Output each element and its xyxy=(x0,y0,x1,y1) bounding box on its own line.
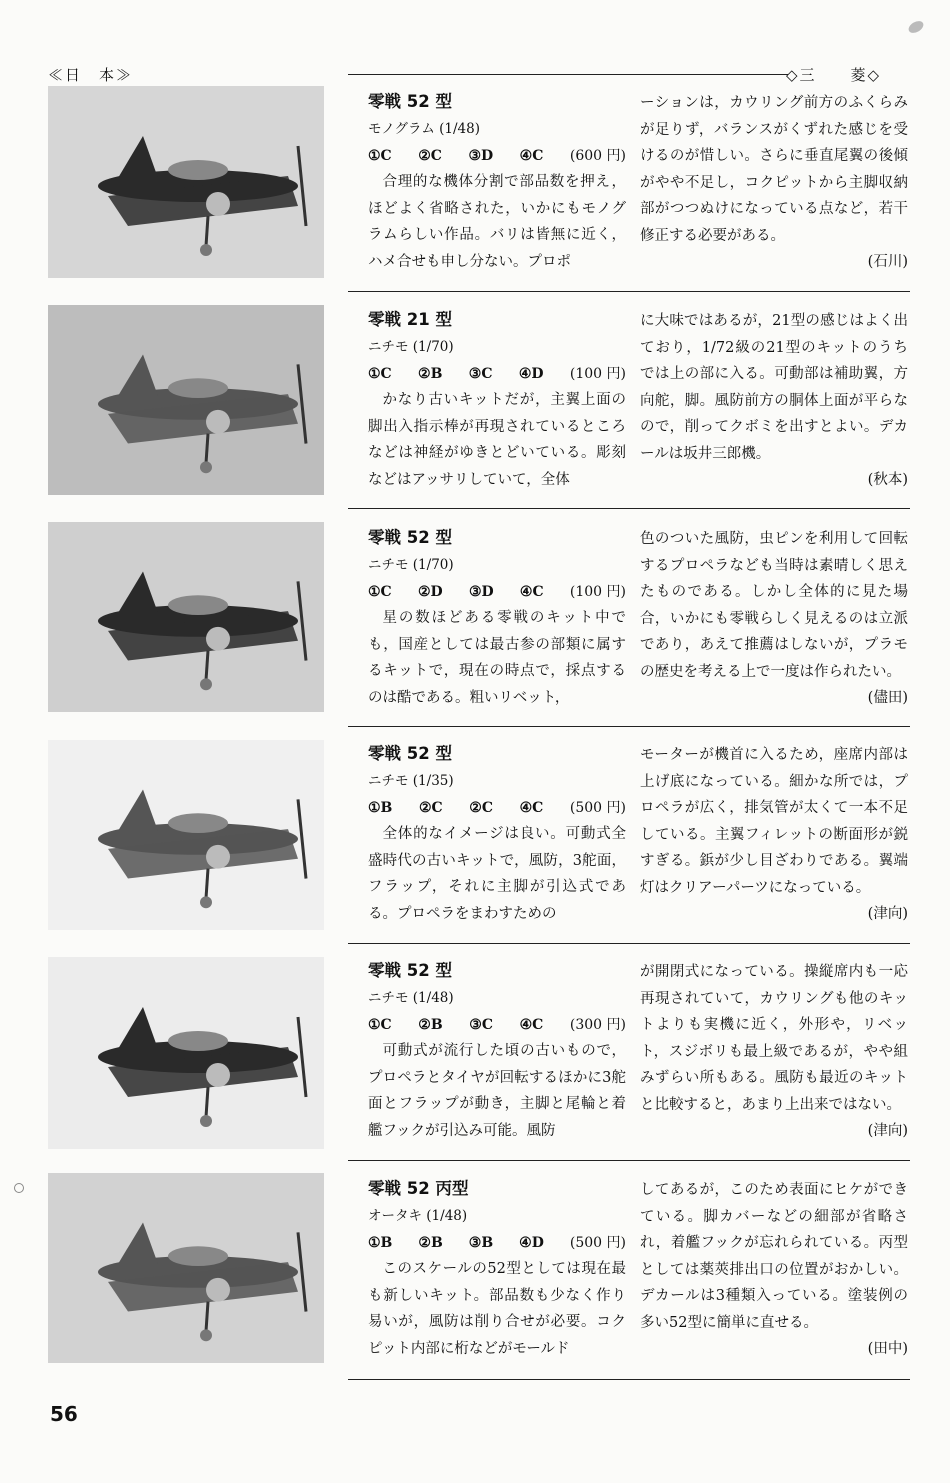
review-column-2 xyxy=(640,959,908,1145)
kit-title: 零戦 52 型 xyxy=(368,961,452,980)
review-column-1 xyxy=(368,957,626,1144)
review-text-continued: 色のついた風防，虫ピンを利用して回転するプロペラなども当時は素晴しく思えたものである。しかし全体的に見た場合，いかにも零戦らしく見えるのは立派であり，あえて推薦はしないが，プラモの歴史を考える上で一度は作られたい。 xyxy=(640,531,908,680)
kit-maker-scale: ニチモ (1/70) xyxy=(368,339,454,355)
mitsubishi-label-b: 菱◇ xyxy=(850,66,882,84)
kit-price: (300 円) xyxy=(569,1016,626,1033)
rating-3: ②C xyxy=(469,799,493,816)
review-text-continued: が開閉式になっている。操縦席内も一応再現されていて，カウリングも他のキットよりも実機に近く，外形や，リベット，スジボリも最上級であるが，やや組みずらい所もある。風防も最近のキットと比較すると，あまり上出来ではない。 xyxy=(640,964,908,1113)
rating-2: ②C xyxy=(418,147,442,164)
section-label-mitsubishi xyxy=(786,64,881,85)
review-column-2 xyxy=(640,742,908,928)
rating-2: ②B xyxy=(418,1016,443,1033)
kit-ratings xyxy=(368,1012,626,1039)
rating-2: ②D xyxy=(417,583,443,600)
review-text-continued: してあるが，このため表面にヒケができている。脚カバーなどの細部が省略され，着艦フックが忘れられている。丙型としては薬莢排出口の位置がおかしい。デカールは3種類入っている。塗装例の多い52型に簡単に直せる。 xyxy=(640,1182,908,1331)
kit-price: (600 円) xyxy=(569,147,626,164)
kit-ratings xyxy=(368,143,626,170)
review-column-2 xyxy=(640,526,908,712)
kit-maker-scale: ニチモ (1/48) xyxy=(368,990,454,1006)
review-text-start: 星の数ほどある零戦のキット中でも，国産としては最古参の部類に属するキットで，現在の時点で，採点するのは酷である。粗いリベット， xyxy=(368,610,626,706)
model-photo xyxy=(48,957,324,1149)
rating-1: ①C xyxy=(368,1016,392,1033)
review-text-start: かなり古いキットだが，主翼上面の脚出入指示棒が再現されているところなどは神経がゆきとどいている。彫刻などはアッサリしていて，全体 xyxy=(368,392,626,488)
entry-divider xyxy=(348,291,910,292)
entry-divider xyxy=(348,508,910,509)
entry-divider xyxy=(348,726,910,727)
rating-4: ④C xyxy=(519,1016,544,1033)
rating-4: ④C xyxy=(519,583,544,600)
rating-1: ①B xyxy=(368,799,393,816)
rating-3: ③C xyxy=(469,1016,493,1033)
rating-2: ②C xyxy=(418,799,443,816)
rating-1: ①C xyxy=(368,583,392,600)
kit-maker-scale: モノグラム (1/48) xyxy=(368,121,480,137)
kit-title: 零戦 21 型 xyxy=(368,310,452,329)
entry-divider xyxy=(348,1379,910,1380)
rating-4: ④C xyxy=(519,147,544,164)
kit-maker-scale: ニチモ (1/70) xyxy=(368,557,454,573)
kit-ratings xyxy=(368,795,626,822)
header-rule xyxy=(348,74,788,75)
review-text-start: 可動式が流行した頃の古いもので，プロペラとタイヤが回転するほかに3舵面とフラップが動き，主脚と尾輪と着艦フックが引込み可能。風防 xyxy=(368,1043,626,1139)
entry-divider xyxy=(348,1160,910,1161)
rating-4: ④D xyxy=(519,1234,544,1251)
rating-1: ①B xyxy=(368,1234,393,1251)
kit-maker-scale: オータキ (1/48) xyxy=(368,1208,468,1224)
rating-3: ③D xyxy=(468,147,494,164)
reviewer-name: (石川) xyxy=(867,254,908,270)
kit-maker-scale: ニチモ (1/35) xyxy=(368,773,454,789)
reviewer-name: (津向) xyxy=(867,906,908,922)
review-text-continued: ーションは，カウリング前方のふくらみが足りず，バランスがくずれた感じを受けるのが惜しい。さらに垂直尾翼の後傾がやや不足し，コクピットから主脚収納部がつつぬけになっている点など，若干修正する必要がある。 xyxy=(640,95,908,244)
review-column-1 xyxy=(368,524,626,711)
model-photo xyxy=(48,1173,324,1363)
rating-1: ①C xyxy=(368,147,392,164)
reviewer-name: (儘田) xyxy=(867,690,908,706)
review-column-2 xyxy=(640,90,908,276)
review-column-2 xyxy=(640,1177,908,1363)
entry-divider xyxy=(348,943,910,944)
review-column-1 xyxy=(368,306,626,493)
rating-4: ④C xyxy=(519,799,544,816)
kit-ratings xyxy=(368,1230,626,1257)
kit-title: 零戦 52 型 xyxy=(368,744,452,763)
model-photo xyxy=(48,305,324,495)
review-column-2 xyxy=(640,308,908,494)
mitsubishi-label-a: ◇三 xyxy=(786,66,817,84)
rating-3: ③D xyxy=(468,583,494,600)
rating-3: ③C xyxy=(468,365,493,382)
review-column-1 xyxy=(368,740,626,927)
binding-hole xyxy=(14,1183,24,1193)
rating-2: ②B xyxy=(418,1234,443,1251)
kit-title: 零戦 52 丙型 xyxy=(368,1179,469,1198)
kit-title: 零戦 52 型 xyxy=(368,528,452,547)
kit-ratings xyxy=(368,361,626,388)
review-text-start: 合理的な機体分割で部品数を押え，ほどよく省略された，いかにもモノグラムらしい作品。バリは皆無に近く，ハメ合せも申し分ない。プロポ xyxy=(368,174,626,270)
review-text-continued: に大味ではあるが，21型の感じはよく出ており，1/72級の21型のキットのうちでは上の部に入る。可動部は補助翼，方向舵，脚。風防前方の胴体上面が平らなので，削ってクボミを出すとよい。デカールは坂井三郎機。 xyxy=(640,313,908,462)
review-column-1 xyxy=(368,88,626,275)
ink-mark xyxy=(907,19,926,36)
rating-4: ④D xyxy=(518,365,544,382)
kit-price: (500 円) xyxy=(569,1234,626,1251)
review-text-start: 全体的なイメージは良い。可動式全盛時代の古いキットで，風防，3舵面，フラップ，それに主脚が引込式である。プロペラをまわすための xyxy=(368,826,626,922)
kit-title: 零戦 52 型 xyxy=(368,92,452,111)
rating-3: ③B xyxy=(468,1234,494,1251)
model-photo xyxy=(48,86,324,278)
reviewer-name: (津向) xyxy=(867,1123,908,1139)
kit-price: (500 円) xyxy=(569,799,626,816)
section-label-japan: ≪日 本≫ xyxy=(48,66,134,84)
review-text-continued: モーターが機首に入るため，座席内部は上げ底になっている。細かな所では，プロペラが広く，排気管が太くて一本不足している。主翼フィレットの断面形が鋭すぎる。鋲が少し目ざわりである。翼端灯はクリアーパーツになっている。 xyxy=(640,747,908,896)
reviewer-name: (秋本) xyxy=(867,472,908,488)
reviewer-name: (田中) xyxy=(867,1341,908,1357)
kit-price: (100 円) xyxy=(569,365,626,382)
kit-price: (100 円) xyxy=(569,583,626,600)
rating-1: ①C xyxy=(368,365,392,382)
review-text-start: このスケールの52型としては現在最も新しいキット。部品数も少なく作り易いが，風防は削り合せが必要。コクピット内部に桁などがモールド xyxy=(368,1261,626,1357)
model-photo xyxy=(48,740,324,930)
rating-2: ②B xyxy=(418,365,443,382)
model-photo xyxy=(48,522,324,712)
kit-ratings xyxy=(368,579,626,606)
page-number: 56 xyxy=(50,1402,78,1426)
review-column-1 xyxy=(368,1175,626,1362)
